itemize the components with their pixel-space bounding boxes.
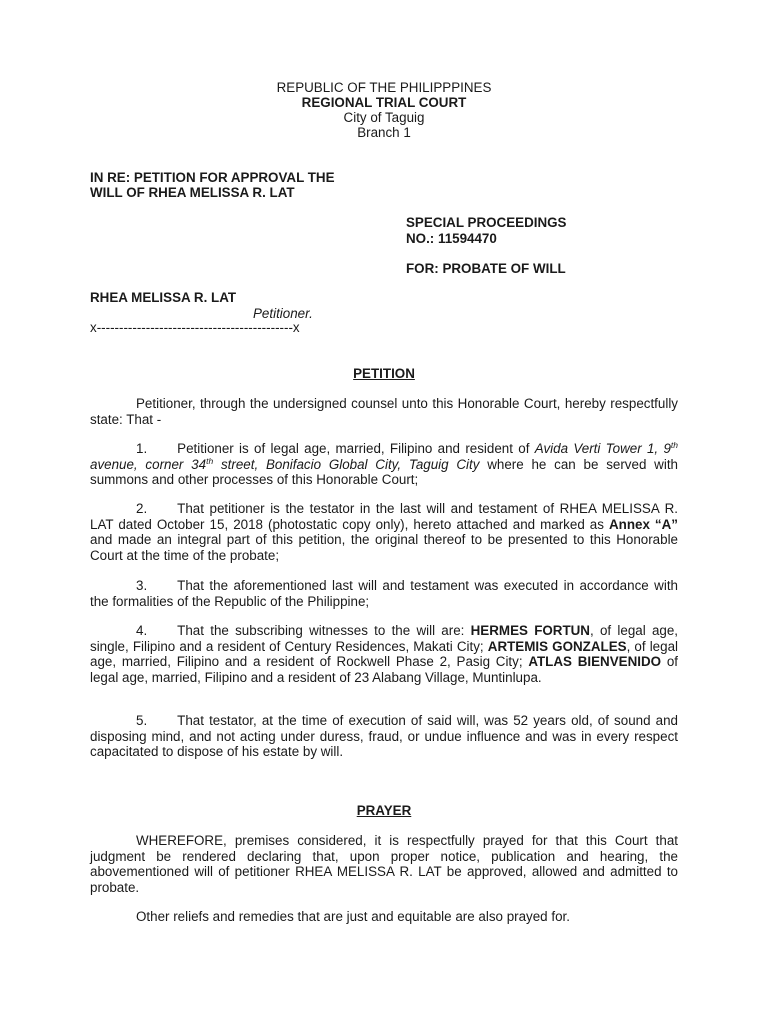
case-number: NO.: 11594470 [406,231,497,246]
paragraph-3-number: 3. [136,578,148,593]
court-branch: Branch 1 [357,125,411,140]
special-proceedings: SPECIAL PROCEEDINGS [406,215,567,230]
paragraph-5 [90,713,678,760]
petition-heading: PETITION [353,366,415,381]
prayer-heading: PRAYER [356,803,412,818]
witness-3: ATLAS BIENVENIDO [528,654,662,670]
prayer-paragraph: WHEREFORE, premises considered, it is respectfully prayed for that this Court that judgment be rendered declaring that, upon proper notice, publication and hearing, the abovementioned will of petitioner RHEA MELISSA R. LAT be approved, allowed and admitted to probate. [90,833,678,895]
paragraph-2-text-b: and made an integral part of this petition, the original thereof to be presented to this Honorable Court at the time of the probate; [90,532,678,563]
republic-line: REPUBLIC OF THE PHILIPPPINES [276,80,492,95]
court-name: REGIONAL TRIAL COURT [301,95,467,110]
petitioner-address: Avida Verti Tower 1, 9th avenue, corner 34th street, Bonifacio Global City, Taguig City [90,440,678,472]
paragraph-1-text-a: Petitioner is of legal age, married, Filipino and resident of [177,441,535,456]
other-reliefs-paragraph: Other reliefs and remedies that are just and equitable are also prayed for. [136,909,570,924]
paragraph-2-number: 2. [136,501,148,516]
petition-intro: Petitioner, through the undersigned counsel unto this Honorable Court, hereby respectfully state: That - [90,396,678,427]
paragraph-1-number: 1. [136,441,148,456]
petitioner-label: Petitioner. [253,306,313,321]
witness-1: HERMES FORTUN [470,623,590,638]
witness-2: ARTEMIS GONZALES [487,638,627,654]
paragraph-5-text: That testator, at the time of execution of said will, was 52 years old, of sound and disposing mind, and not acting under duress, fraud, or undue influence and was in every respect capacitated to dispose of his estate by will. [90,713,678,760]
paragraph-4: 4. That the subscribing witnesses to the will are: HERMES FORTUN, of legal age, single, Filipino and a resident of Century Residences, Makati City; ARTEMIS GONZALES, of legal age, married, Filipino and a resident of Rockwell Phase 2, Pasig City; ATLAS BIENVENIDO of legal age, married, Filipino and a resident of 23 Alabang Village, Muntinlupa. [90,623,679,685]
paragraph-4-number: 4. [136,623,148,638]
petitioner-name: RHEA MELISSA R. LAT [90,290,237,305]
paragraph-2-text-a: That petitioner is the testator in the last will and testament of RHEA MELISSA R. LAT dated October 15, 2018 (photostatic copy only), hereto attached and marked as [90,501,678,532]
paragraph-1-text-b: where he can be served with summons and other processes of this Honorable Court; [90,456,678,488]
court-city: City of Taguig [343,110,425,125]
caption-divider: x--------------------------------------------x [90,320,300,335]
paragraph-5-number: 5. [136,713,148,728]
in-re-line-2: WILL OF RHEA MELISSA R. LAT [90,185,295,200]
paragraph-3-text: That the aforementioned last will and testament was executed in accordance with the formalities of the Republic of the Philippine; [90,578,678,609]
for-probate-line: FOR: PROBATE OF WILL [406,261,566,276]
paragraph-3 [90,578,678,609]
annex-label: Annex “A” [608,516,678,532]
paragraph-1 [90,441,678,488]
paragraph-2 [90,501,678,563]
in-re-line-1: IN RE: PETITION FOR APPROVAL THE [90,170,335,185]
